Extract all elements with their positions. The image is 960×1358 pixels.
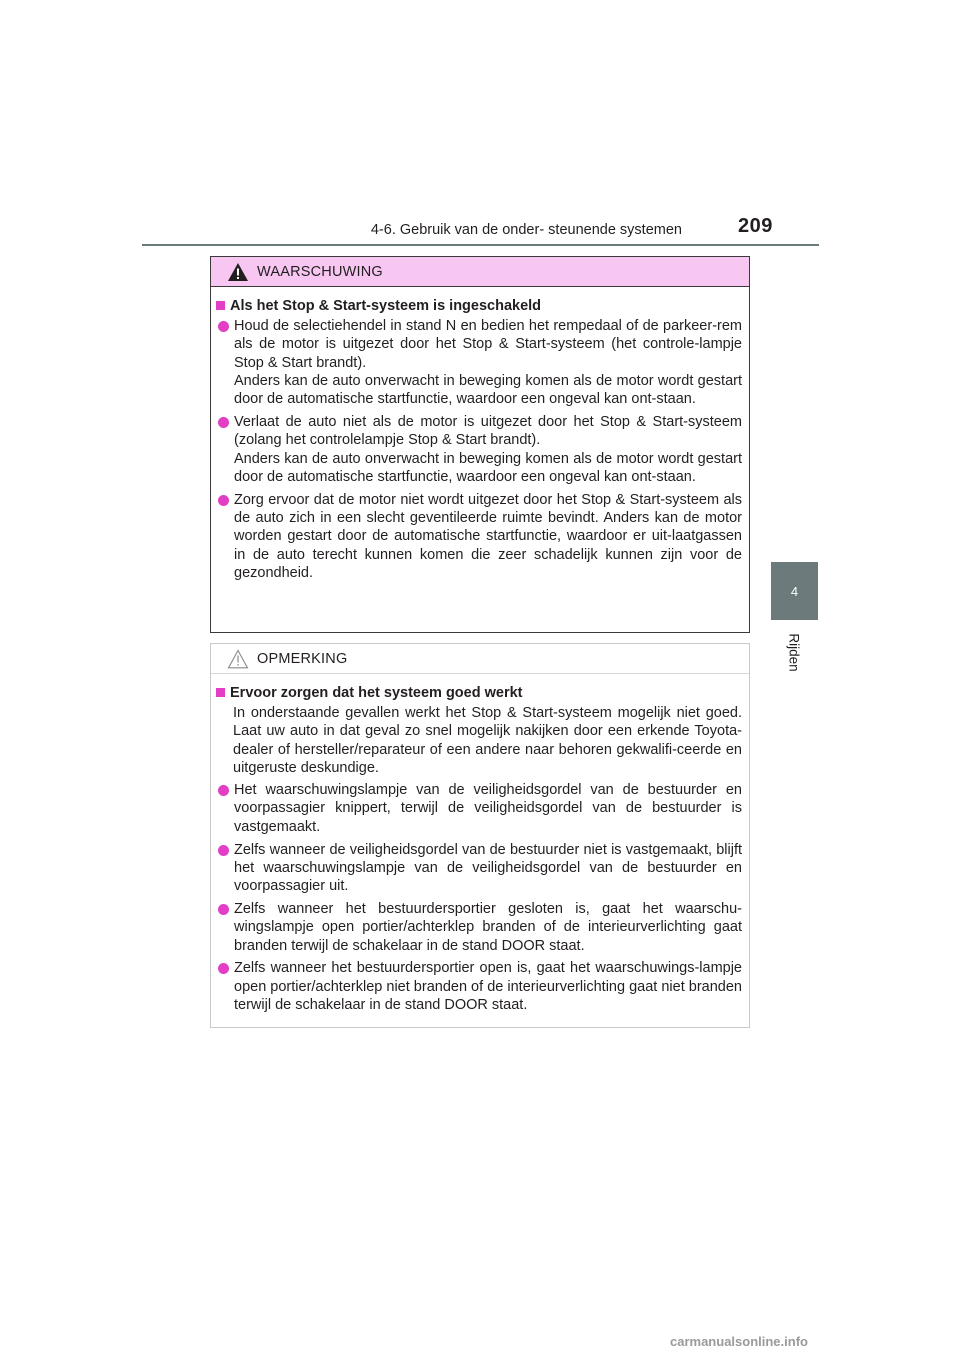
circle-bullet-icon — [218, 963, 229, 974]
list-item-line: Zorg ervoor dat de motor niet wordt uitgezet door het Stop & Start-systeem als de auto zich in een slecht geventileerde ruimte bevindt. Anders kan de motor worden gestart door de automatische startfunctie, waardoor er uit-laatgassen in de auto terecht kunnen komen die zeer schadelijk kunnen zijn voor de gezondheid. — [234, 491, 742, 581]
square-bullet-icon — [216, 301, 225, 310]
header-rule — [142, 244, 819, 246]
note-box — [210, 643, 750, 1028]
note-intro-paragraph: In onderstaande gevallen werkt het Stop & Start-systeem mogelijk niet goed. Laat uw auto in dat geval zo snel mogelijk nakijken door een erkende Toyota-dealer of hersteller/reparateur of een andere naar behoren gekwalifi-ceerde en uitgeruste deskundige. — [233, 705, 742, 776]
list-item-line: Houd de selectiehendel in stand N en bedien het rempedaal of de parkeer-rem als de motor is uitgezet door het Stop & Start-systeem (het controle-lampje Stop & Start brandt). — [234, 318, 742, 371]
list-item — [218, 781, 742, 836]
warning-triangle-icon — [227, 262, 249, 282]
note-section-title — [215, 684, 742, 702]
page-number: 209 — [738, 215, 773, 237]
list-item — [218, 959, 742, 1014]
list-item-text: Zelfs wanneer het bestuurdersportier gesloten is, gaat het waarschu-wingslampje open portier/achterklep branden of de interieurverlichting gaat branden terwijl de schakelaar in de stand DOOR staat. — [234, 900, 742, 954]
list-item — [218, 841, 742, 896]
circle-bullet-icon — [218, 417, 229, 428]
list-item-text — [234, 317, 742, 408]
note-box-body — [211, 674, 749, 1014]
warning-section-title — [215, 297, 742, 315]
watermark-text: carmanualsonline.info — [670, 1334, 808, 1349]
warning-heading: WAARSCHUWING — [257, 263, 383, 280]
list-item — [218, 317, 742, 408]
square-bullet-icon — [216, 688, 225, 697]
note-section-title-text: Ervoor zorgen dat het systeem goed werkt — [230, 685, 523, 701]
list-item-text — [234, 491, 742, 582]
warning-box — [210, 256, 750, 633]
circle-bullet-icon — [218, 845, 229, 856]
chapter-label — [771, 628, 818, 676]
warning-box-header — [211, 257, 749, 287]
chapter-label-text: Rijden — [787, 632, 802, 672]
list-item-text: Zelfs wanneer het bestuurdersportier open is, gaat het waarschuwings-lampje open portier/achterklep niet branden of de interieurverlichting gaat niet branden terwijl de schakelaar in de stand DOOR staat. — [234, 960, 742, 1013]
running-header-title: 4-6. Gebruik van de onder- steunende systemen — [370, 222, 682, 238]
circle-bullet-icon — [218, 495, 229, 506]
list-item-line: Verlaat de auto niet als de motor is uitgezet door het Stop & Start-systeem (zolang het controlelampje Stop & Start brandt). — [234, 413, 742, 449]
circle-bullet-icon — [218, 904, 229, 915]
list-item — [218, 413, 742, 486]
chapter-number-tab — [771, 562, 818, 620]
caution-triangle-outline-icon — [227, 649, 249, 669]
warning-box-body — [211, 287, 749, 582]
circle-bullet-icon — [218, 321, 229, 332]
circle-bullet-icon — [218, 785, 229, 796]
note-box-header — [211, 644, 749, 674]
note-heading: OPMERKING — [257, 650, 348, 667]
list-item — [218, 491, 742, 582]
list-item-text — [234, 413, 742, 486]
chapter-number: 4 — [790, 583, 799, 599]
list-item-line: Anders kan de auto onverwacht in beweging komen als de motor wordt gestart door de automatische startfunctie, waardoor een ongeval kan ont-staan. — [234, 372, 742, 408]
list-item-text: Zelfs wanneer de veiligheidsgordel van de bestuurder niet is vastgemaakt, blijft het waarschuwingslampje van de veiligheidsgordel van de bestuurder en voorpassagier uit. — [234, 841, 742, 895]
list-item-text: Het waarschuwingslampje van de veiligheidsgordel van de bestuurder en voorpassagier knippert, terwijl de veiligheidsgordel van de bestuurder is vastgemaakt. — [234, 782, 742, 835]
warning-section-title-text: Als het Stop & Start-systeem is ingeschakeld — [230, 298, 542, 314]
list-item-line: Anders kan de auto onverwacht in beweging komen als de motor wordt gestart door de automatische startfunctie, waardoor een ongeval kan ont-staan. — [234, 450, 742, 485]
list-item — [218, 900, 742, 955]
